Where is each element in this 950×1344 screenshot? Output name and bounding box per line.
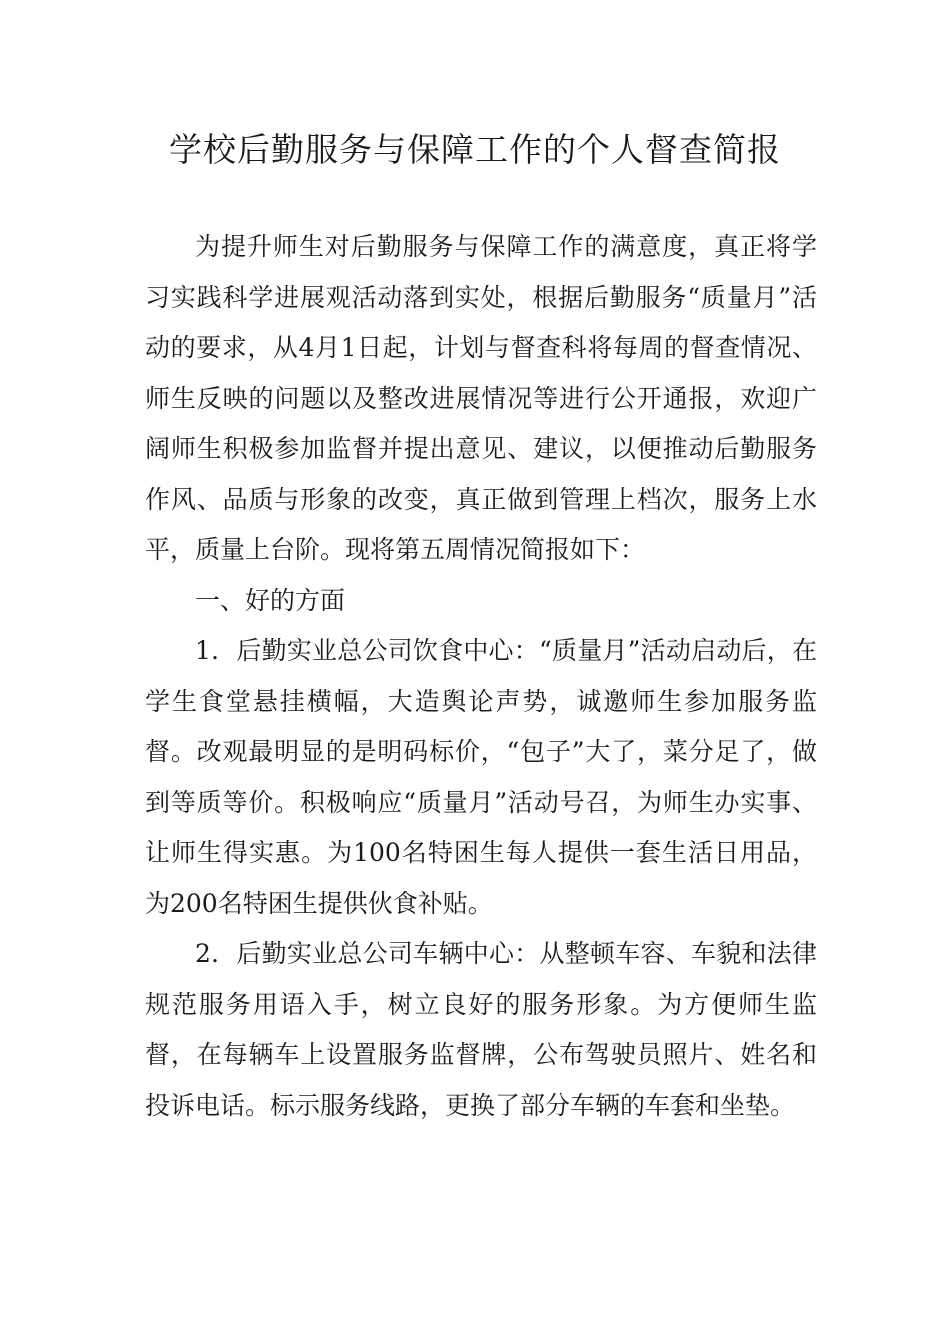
paragraph-intro: 为提升师生对后勤服务与保障工作的满意度，真正将学习实践科学进展观活动落到实处，根据后勤服务“质量月”活动的要求，从4月1日起，计划与督查科将每周的督查情况、师生反映的问题以及整改进展情况等进行公开通报，欢迎广阔师生积极参加监督并提出意见、建议，以便推动后勤服务作风、品质与形象的改变，真正做到管理上档次，服务上水平，质量上台阶。现将第五周情况简报如下：: [145, 232, 817, 564]
document-body: [145, 222, 817, 1131]
paragraph-item-2: 2．后勤实业总公司车辆中心：从整顿车容、车貌和法律规范服务用语入手，树立良好的服务形象。为方便师生监督，在每辆车上设置服务监督牌，公布驾驶员照片、姓名和投诉电话。标示服务线路，更换了部分车辆的车套和坐垫。: [145, 939, 817, 1120]
section-heading-good-aspects: 一、好的方面: [195, 585, 346, 615]
paragraph-item-1: 1．后勤实业总公司饮食中心：“质量月”活动启动后，在学生食堂悬挂横幅，大造舆论声势，诚邀师生参加服务监督。改观最明显的是明码标价，“包子”大了，菜分足了，做到等质等价。积极响应“质量月”活动号召，为师生办实事、让师生得实惠。为100名特困生每人提供一套生活日用品，为200名特困生提供伙食补贴。: [145, 636, 817, 918]
document-title: 学校后勤服务与保障工作的个人督查简报: [169, 130, 781, 169]
